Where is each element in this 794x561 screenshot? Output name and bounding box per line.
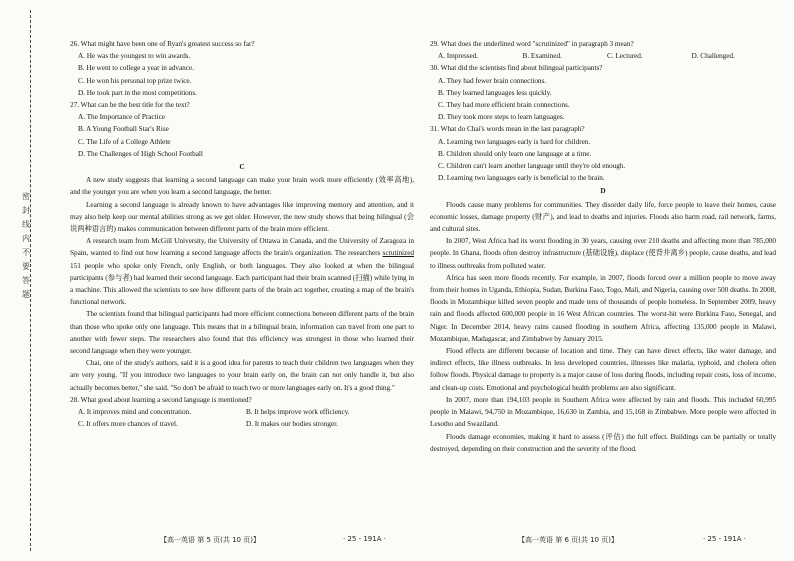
- page-5-column: [70, 38, 414, 431]
- question-27: 27. What can be the best title for the text?: [70, 100, 190, 110]
- passage-d-paragraph-4: Flood effects are different because of location and time. They can have direct effects, like water damage, and indirect effects, like illness outbreaks. In less developed countries, illnesses like malaria, typhoid, and cholera often follow floods. Physical damage to property is a major cause of loss during floods, including repair costs, loss of income, and clean-up costs. Emotional and psychological health problems are also significant.: [430, 346, 776, 392]
- passage-c-paragraph-5: Chai, one of the study's authors, said it is a good idea for parents to teach their children two languages when they are very young. "If you introduce two languages to your brain early on, the brain can not only handle it, but also actually becomes better," she said. "So don't be afraid to teach two or more languages early on. It's a good thing.": [70, 358, 414, 392]
- q29-options-row: [430, 50, 776, 62]
- underlined-word: scrutinized: [382, 248, 414, 258]
- q31-option-c: C. Children can't learn another language until they're old enough.: [438, 161, 626, 171]
- section-c-heading: C: [239, 162, 245, 172]
- q31-option-d: D. Learning two languages early is beneficial to the brain.: [438, 173, 605, 183]
- q27-option-c: C. The Life of a College Athlete: [78, 136, 171, 146]
- section-d-heading: D: [600, 186, 606, 196]
- passage-d-paragraph-6: Floods damage economies, making it hard to assess (评估) the full effect. Buildings can be partially or totally destroyed, depending on their construction and the severity of the flood.: [430, 431, 776, 453]
- q31-option-b: B. Children should only learn one language at a time.: [438, 148, 592, 158]
- q30-option-a: A. They had fewer brain connections.: [438, 75, 547, 85]
- passage-c-paragraph-4: The scientists found that bilingual participants had more efficient connections between different parts of the brain than those who spoke only one language. This means that in a bilingual brain, information can travel from one part to another with fewer steps. The researchers also found that this efficiency was strongest in those who learned their second language when they were younger.: [70, 309, 414, 356]
- q31-option-a: A. Learning two languages early is hard for children.: [438, 136, 591, 146]
- page-5-footer: 【高一英语 第 5 页(共 10 页)】: [160, 536, 260, 544]
- q27-option-b: B. A Young Football Star's Rise: [78, 124, 169, 134]
- question-28: 28. What good about learning a second language is mentioned?: [70, 394, 252, 404]
- q27-option-d: D. The Challenges of High School Football: [78, 148, 203, 158]
- question-26: 26. What might have been one of Ryan's greatest success so far?: [70, 39, 255, 48]
- q30-option-c: C. They had more efficient brain connections.: [438, 100, 570, 110]
- q29-option-c: C. Lectured.: [607, 51, 643, 61]
- q30-option-b: B. They learned languages less quickly.: [438, 87, 552, 97]
- page-6-column: [430, 38, 776, 455]
- q29-option-b: B. Examined.: [522, 51, 562, 61]
- binding-margin: [0, 0, 46, 561]
- q28-option-d: D. It makes our bodies stronger.: [246, 419, 338, 429]
- passage-d-paragraph-3: Africa has seen more floods recently. For example, in 2007, floods forced over a million people to move away from their homes in Uganda, Ethiopia, Sudan, Burkina Faso, Togo, Mali, and Nigeria, causing over 500 deaths. In 2008, floods in Mozambique killed seven people and made tens of thousands of people homeless. In September 2009, heavy rain and floods affected 600,000 people in 16 West African countries. The worst-hit were Burkina Faso, Senegal, and Niger. In December 2014, heavy rains caused flooding in southern Africa, affecting 135,000 people in Malawi, Mozambique, Madagascar, and Zimbabwe by January 2015.: [430, 272, 776, 343]
- q28-option-b: B. It helps improve work efficiency.: [246, 407, 350, 417]
- question-29: 29. What does the underlined word "scrutinized" in paragraph 3 mean?: [430, 39, 634, 48]
- q26-option-c: C. He won his personal top prize twice.: [78, 75, 192, 85]
- q29-option-d: D. Challenged.: [691, 51, 735, 61]
- passage-d-paragraph-2: In 2007, West Africa had its worst flooding in 30 years, causing over 210 deaths and affecting more than 785,000 people. In Ghana, floods often destroy infrastructure (基础设施), displace (使背井离乡) people, cause deaths, and lead to illness outbreaks from polluted water.: [430, 236, 776, 270]
- page-6-footer: 【高一英语 第 6 页(共 10 页)】: [518, 536, 618, 544]
- q26-option-b: B. He went to college a year in advance.: [78, 63, 194, 73]
- seal-line-notice: 密 封 线 内 不 要 答 题: [22, 192, 30, 299]
- q27-option-a: A. The Importance of Practice: [78, 112, 165, 122]
- passage-c-paragraph-1: A new study suggests that learning a second language can make your brain work more efficiently (效率高地), and the younger you are when you learn a second language, the better.: [70, 175, 414, 197]
- question-31: 31. What do Chai's words mean in the last paragraph?: [430, 124, 585, 134]
- q30-option-d: D. They took more steps to learn languages.: [438, 112, 565, 122]
- page-5-code: · 25 - 191A ·: [343, 535, 386, 543]
- question-30: 30. What did the scientists find about bilingual participants?: [430, 63, 603, 73]
- passage-d-paragraph-1: Floods cause many problems for communities. They disorder daily life, force people to leave their homes, cause economic losses, damage property (财产), and lead to deaths and injuries. Floods also harm road, rail network, farms, and cultural sites.: [430, 199, 776, 234]
- q28-option-c: C. It offers more chances of travel.: [78, 419, 178, 429]
- q29-option-a: A. Impressed.: [438, 51, 479, 61]
- q28-options-row-2: [70, 418, 414, 430]
- passage-d-paragraph-5: In 2007, more than 194,103 people in Southern Africa were affected by rain and floods. This included 60,995 people in Malawi, 94,750 in Mozambique, 16,630 in Zambia, and 15,168 in Zimbabwe. More people were affected in Lesotho and Swaziland.: [430, 394, 776, 429]
- q28-options-row-1: [70, 406, 414, 418]
- q28-option-a: A. It improves mind and concentration.: [78, 407, 191, 417]
- q26-option-d: D. He took part in the most competitions.: [78, 87, 197, 97]
- passage-c-paragraph-2: Learning a second language is already known to have advantages like improving memory and attention, and it may also help keep our mental abilities strong as we get older. However, the new study shows that being bilingual (会说两种语言的) makes communication between different parts of the brain more efficient.: [70, 199, 414, 234]
- page-6-code: · 25 - 191A ·: [703, 535, 746, 543]
- passage-c-paragraph-3: A research team from McGill University, the University of Ottawa in Canada, and the University of Zaragoza in Spain, wanted to find out how learning a second language affects the brain's organization. The researchers scrutinized 151 people who spoke only French, only English, or both languages. They also looked at when the bilingual participants (参与者) had learned their second language. Each participant had their brain scanned (扫描) while lying in a machine. This allowed the scientists to see how different parts of the brain act together, creating a map of the brain's functional network.: [70, 236, 414, 307]
- q26-option-a: A. He was the youngest to win awards.: [78, 51, 191, 61]
